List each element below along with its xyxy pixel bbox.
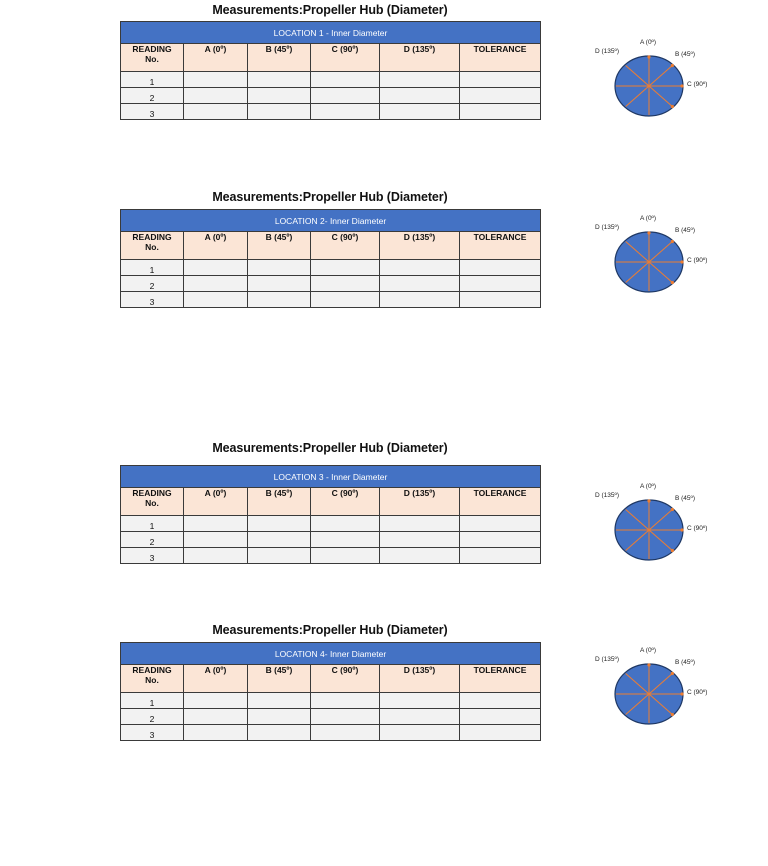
measurement-table bbox=[120, 465, 541, 564]
cell-d[interactable] bbox=[380, 72, 460, 88]
reading-number: 1 bbox=[121, 72, 184, 88]
cell-a[interactable] bbox=[184, 548, 248, 564]
cell-tolerance[interactable] bbox=[460, 292, 541, 308]
cell-d[interactable] bbox=[380, 709, 460, 725]
tolerance-header: TOLERANCE bbox=[460, 488, 541, 516]
col-b-header: B (45º) bbox=[248, 665, 311, 693]
spoke-a-arrowhead bbox=[647, 499, 650, 502]
cell-a[interactable] bbox=[184, 104, 248, 120]
spoke-c-arrowhead bbox=[680, 692, 683, 695]
hub-diagram bbox=[590, 484, 720, 574]
table-row bbox=[121, 548, 541, 564]
reading-number: 3 bbox=[121, 292, 184, 308]
reading-number: 2 bbox=[121, 532, 184, 548]
location-label: LOCATION 1 - Inner Diameter bbox=[121, 22, 541, 44]
label-a: A (0º) bbox=[640, 483, 657, 490]
reading-no-header: READING No. bbox=[121, 488, 184, 516]
cell-d[interactable] bbox=[380, 725, 460, 741]
spoke-d-arrowhead bbox=[671, 105, 674, 108]
table-row bbox=[121, 88, 541, 104]
location-header-row bbox=[121, 643, 541, 665]
table-row bbox=[121, 725, 541, 741]
cell-c[interactable] bbox=[311, 548, 380, 564]
col-b-header: B (45º) bbox=[248, 232, 311, 260]
column-header-row bbox=[121, 488, 541, 516]
cell-b[interactable] bbox=[248, 276, 311, 292]
cell-b[interactable] bbox=[248, 516, 311, 532]
hub-diagram-svg bbox=[590, 484, 720, 574]
cell-c[interactable] bbox=[311, 693, 380, 709]
cell-c[interactable] bbox=[311, 292, 380, 308]
cell-c[interactable] bbox=[311, 532, 380, 548]
col-c-header: C (90º) bbox=[311, 488, 380, 516]
cell-c[interactable] bbox=[311, 516, 380, 532]
cell-b[interactable] bbox=[248, 725, 311, 741]
location-label: LOCATION 2- Inner Diameter bbox=[121, 210, 541, 232]
location-header-row bbox=[121, 466, 541, 488]
label-a: A (0º) bbox=[640, 39, 657, 46]
col-d-header: D (135º) bbox=[380, 232, 460, 260]
cell-a[interactable] bbox=[184, 725, 248, 741]
cell-a[interactable] bbox=[184, 72, 248, 88]
table-row bbox=[121, 693, 541, 709]
hub-diagram bbox=[590, 648, 720, 738]
cell-b[interactable] bbox=[248, 88, 311, 104]
hub-diagram-svg bbox=[590, 648, 720, 738]
measurement-table bbox=[120, 642, 541, 741]
col-a-header: A (0º) bbox=[184, 488, 248, 516]
cell-tolerance[interactable] bbox=[460, 709, 541, 725]
block-title: Measurements:Propeller Hub (Diameter) bbox=[212, 3, 448, 17]
cell-b[interactable] bbox=[248, 104, 311, 120]
cell-tolerance[interactable] bbox=[460, 88, 541, 104]
spoke-b-arrowhead bbox=[671, 240, 674, 243]
label-b: B (45º) bbox=[675, 495, 696, 502]
spoke-c-arrowhead bbox=[680, 84, 683, 87]
reading-no-header: READING No. bbox=[121, 665, 184, 693]
label-c: C (90º) bbox=[687, 81, 708, 88]
label-c: C (90º) bbox=[687, 525, 708, 532]
cell-c[interactable] bbox=[311, 72, 380, 88]
column-header-row bbox=[121, 232, 541, 260]
cell-a[interactable] bbox=[184, 292, 248, 308]
cell-b[interactable] bbox=[248, 260, 311, 276]
reading-number: 3 bbox=[121, 104, 184, 120]
cell-b[interactable] bbox=[248, 548, 311, 564]
col-d-header: D (135º) bbox=[380, 44, 460, 72]
col-d-header: D (135º) bbox=[380, 488, 460, 516]
label-a: A (0º) bbox=[640, 215, 657, 222]
label-a: A (0º) bbox=[640, 647, 657, 654]
cell-a[interactable] bbox=[184, 260, 248, 276]
hub-diagram-svg bbox=[590, 216, 720, 306]
cell-d[interactable] bbox=[380, 104, 460, 120]
measurement-table bbox=[120, 209, 541, 308]
reading-number: 3 bbox=[121, 548, 184, 564]
hub-diagram bbox=[590, 40, 720, 130]
cell-tolerance[interactable] bbox=[460, 276, 541, 292]
cell-tolerance[interactable] bbox=[460, 104, 541, 120]
label-d: D (135º) bbox=[595, 48, 620, 55]
cell-a[interactable] bbox=[184, 693, 248, 709]
column-header-row bbox=[121, 44, 541, 72]
col-a-header: A (0º) bbox=[184, 665, 248, 693]
cell-b[interactable] bbox=[248, 72, 311, 88]
spoke-b-arrowhead bbox=[671, 64, 674, 67]
table-row bbox=[121, 516, 541, 532]
reading-number: 2 bbox=[121, 709, 184, 725]
cell-tolerance[interactable] bbox=[460, 532, 541, 548]
block-title: Measurements:Propeller Hub (Diameter) bbox=[212, 623, 448, 637]
cell-b[interactable] bbox=[248, 709, 311, 725]
location-header-row bbox=[121, 210, 541, 232]
reading-number: 1 bbox=[121, 516, 184, 532]
cell-d[interactable] bbox=[380, 516, 460, 532]
spoke-d-arrowhead bbox=[671, 549, 674, 552]
cell-d[interactable] bbox=[380, 88, 460, 104]
label-b: B (45º) bbox=[675, 51, 696, 58]
spoke-d-arrowhead bbox=[671, 713, 674, 716]
col-c-header: C (90º) bbox=[311, 232, 380, 260]
cell-tolerance[interactable] bbox=[460, 260, 541, 276]
table-row bbox=[121, 260, 541, 276]
cell-a[interactable] bbox=[184, 532, 248, 548]
cell-tolerance[interactable] bbox=[460, 725, 541, 741]
col-c-header: C (90º) bbox=[311, 665, 380, 693]
cell-c[interactable] bbox=[311, 276, 380, 292]
block-title: Measurements:Propeller Hub (Diameter) bbox=[212, 441, 448, 455]
cell-d[interactable] bbox=[380, 532, 460, 548]
table-row bbox=[121, 709, 541, 725]
reading-number: 1 bbox=[121, 260, 184, 276]
label-d: D (135º) bbox=[595, 656, 620, 663]
spoke-c-arrowhead bbox=[680, 260, 683, 263]
location-label: LOCATION 3 - Inner Diameter bbox=[121, 466, 541, 488]
table-row bbox=[121, 292, 541, 308]
spoke-b-arrowhead bbox=[671, 672, 674, 675]
col-d-header: D (135º) bbox=[380, 665, 460, 693]
hub-diagram-svg bbox=[590, 40, 720, 130]
cell-d[interactable] bbox=[380, 260, 460, 276]
cell-c[interactable] bbox=[311, 709, 380, 725]
cell-tolerance[interactable] bbox=[460, 548, 541, 564]
spoke-a-arrowhead bbox=[647, 663, 650, 666]
table-row bbox=[121, 532, 541, 548]
cell-c[interactable] bbox=[311, 88, 380, 104]
cell-b[interactable] bbox=[248, 693, 311, 709]
reading-number: 2 bbox=[121, 276, 184, 292]
measurement-table bbox=[120, 21, 541, 120]
cell-tolerance[interactable] bbox=[460, 72, 541, 88]
label-d: D (135º) bbox=[595, 492, 620, 499]
reading-number: 3 bbox=[121, 725, 184, 741]
label-c: C (90º) bbox=[687, 257, 708, 264]
tolerance-header: TOLERANCE bbox=[460, 44, 541, 72]
cell-a[interactable] bbox=[184, 88, 248, 104]
col-c-header: C (90º) bbox=[311, 44, 380, 72]
spoke-a-arrowhead bbox=[647, 231, 650, 234]
cell-tolerance[interactable] bbox=[460, 516, 541, 532]
reading-no-header: READING No. bbox=[121, 44, 184, 72]
cell-b[interactable] bbox=[248, 292, 311, 308]
label-b: B (45º) bbox=[675, 227, 696, 234]
cell-d[interactable] bbox=[380, 276, 460, 292]
reading-number: 1 bbox=[121, 693, 184, 709]
col-a-header: A (0º) bbox=[184, 232, 248, 260]
cell-b[interactable] bbox=[248, 532, 311, 548]
cell-c[interactable] bbox=[311, 260, 380, 276]
col-a-header: A (0º) bbox=[184, 44, 248, 72]
label-b: B (45º) bbox=[675, 659, 696, 666]
cell-c[interactable] bbox=[311, 725, 380, 741]
cell-a[interactable] bbox=[184, 709, 248, 725]
cell-d[interactable] bbox=[380, 292, 460, 308]
spoke-c-arrowhead bbox=[680, 528, 683, 531]
cell-a[interactable] bbox=[184, 276, 248, 292]
cell-a[interactable] bbox=[184, 516, 248, 532]
col-b-header: B (45º) bbox=[248, 44, 311, 72]
spoke-a-arrowhead bbox=[647, 55, 650, 58]
label-d: D (135º) bbox=[595, 224, 620, 231]
cell-c[interactable] bbox=[311, 104, 380, 120]
spoke-d-arrowhead bbox=[671, 281, 674, 284]
reading-no-header: READING No. bbox=[121, 232, 184, 260]
spoke-b-arrowhead bbox=[671, 508, 674, 511]
cell-d[interactable] bbox=[380, 693, 460, 709]
tolerance-header: TOLERANCE bbox=[460, 232, 541, 260]
reading-number: 2 bbox=[121, 88, 184, 104]
table-row bbox=[121, 104, 541, 120]
table-row bbox=[121, 276, 541, 292]
location-header-row bbox=[121, 22, 541, 44]
column-header-row bbox=[121, 665, 541, 693]
label-c: C (90º) bbox=[687, 689, 708, 696]
location-label: LOCATION 4- Inner Diameter bbox=[121, 643, 541, 665]
block-title: Measurements:Propeller Hub (Diameter) bbox=[212, 190, 448, 204]
tolerance-header: TOLERANCE bbox=[460, 665, 541, 693]
cell-tolerance[interactable] bbox=[460, 693, 541, 709]
table-row bbox=[121, 72, 541, 88]
hub-diagram bbox=[590, 216, 720, 306]
cell-d[interactable] bbox=[380, 548, 460, 564]
col-b-header: B (45º) bbox=[248, 488, 311, 516]
